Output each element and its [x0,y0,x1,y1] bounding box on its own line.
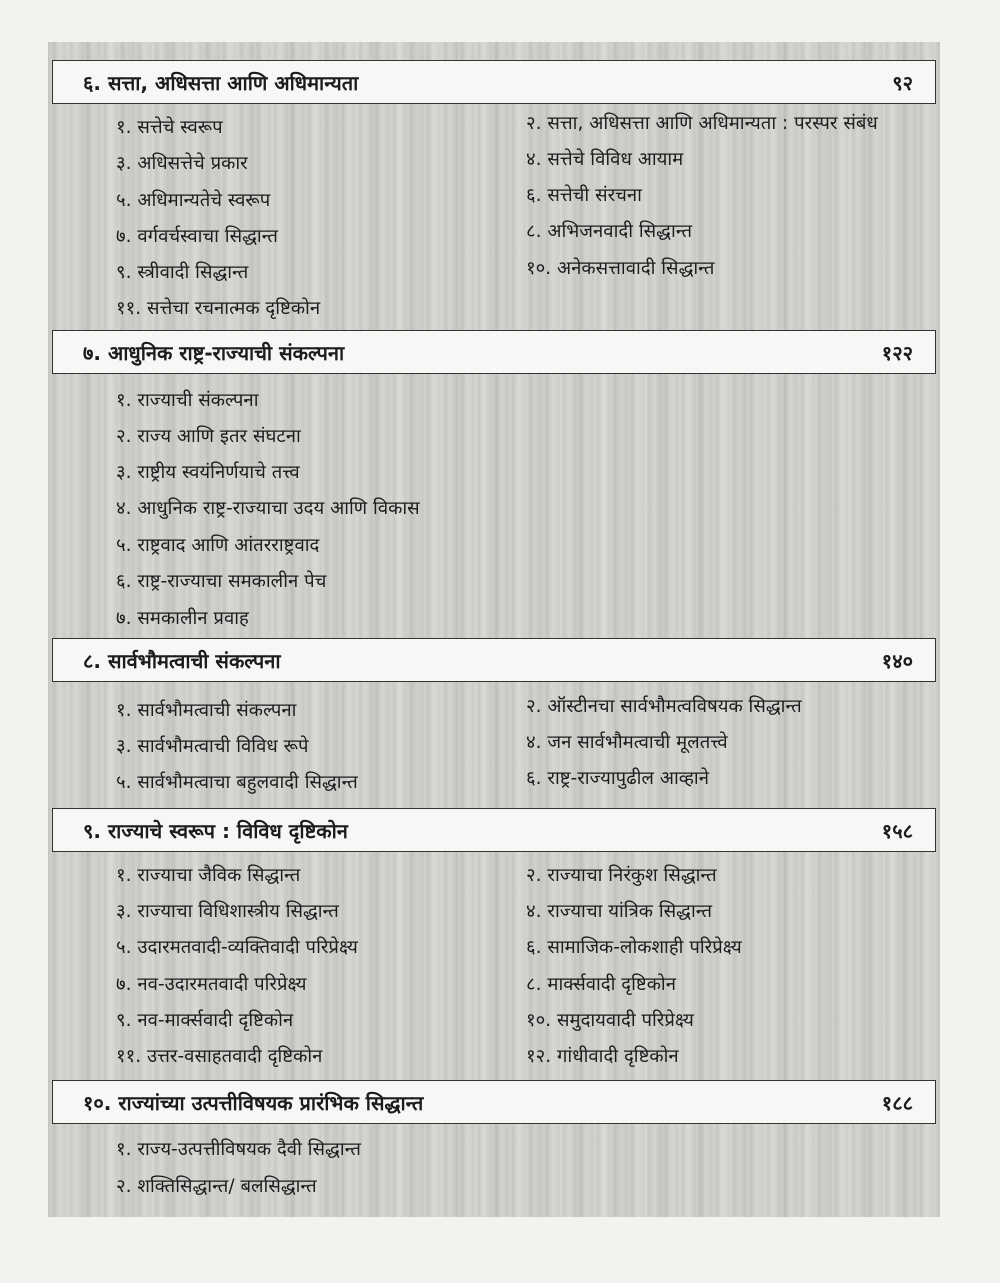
topic-item: १. सार्वभौमत्वाची संकल्पना [116,700,297,721]
topic-item: १. राज्य-उत्पत्तीविषयक दैवी सिद्धान्त [116,1139,361,1160]
topic-item: २. राज्याचा निरंकुश सिद्धान्त [526,865,717,886]
chapter-header [52,638,936,682]
topic-item: ४. जन सार्वभौमत्वाची मूलतत्त्वे [526,732,728,753]
chapter-title: १०. राज्यांच्या उत्पत्तीविषयक प्रारंभिक सिद्धान्त [83,1091,424,1115]
topic-item: ४. सत्तेचे विविध आयाम [526,149,684,170]
topic-item: ५. सार्वभौमत्वाचा बहुलवादी सिद्धान्त [116,772,358,793]
topic-item: ५. राष्ट्रवाद आणि आंतरराष्ट्रवाद [116,535,320,556]
chapter-page-number: १२२ [881,341,913,365]
topic-item: १०. समुदायवादी परिप्रेक्ष्य [526,1010,694,1031]
topic-item: ३. राष्ट्रीय स्वयंनिर्णयाचे तत्त्व [116,462,300,483]
topic-item: ८. मार्क्सवादी दृष्टिकोन [526,974,676,995]
topic-item: ५. अधिमान्यतेचे स्वरूप [116,190,271,211]
topic-item: १. राज्याचा जैविक सिद्धान्त [116,865,301,886]
topic-item: १. सत्तेचे स्वरूप [116,117,223,138]
topic-item: ७. समकालीन प्रवाह [116,608,249,629]
topic-item: ६. सामाजिक-लोकशाही परिप्रेक्ष्य [526,937,742,958]
chapter-page-number: १४० [881,649,913,673]
topic-item: ३. अधिसत्तेचे प्रकार [116,153,248,174]
chapter-header [52,330,936,374]
topic-item: १०. अनेकसत्तावादी सिद्धान्त [526,258,715,279]
chapter-page-number: १८८ [881,1091,913,1115]
topic-item: ८. अभिजनवादी सिद्धान्त [526,221,692,242]
chapter-title: ७. आधुनिक राष्ट्र-राज्याची संकल्पना [83,341,345,365]
topic-item: ४. राज्याचा यांत्रिक सिद्धान्त [526,901,712,922]
chapter-page-number: १५८ [881,819,913,843]
topic-item: ६. राष्ट्र-राज्यापुढील आव्हाने [526,768,709,789]
chapter-title: ८. सार्वभौमत्वाची संकल्पना [83,649,281,673]
topic-item: २. सत्ता, अधिसत्ता आणि अधिमान्यता : परस्पर संबंध [526,113,878,134]
topic-item: १२. गांधीवादी दृष्टिकोन [526,1046,679,1067]
topic-item: ७. वर्गवर्चस्वाचा सिद्धान्त [116,226,278,247]
contents-page [48,42,940,1217]
topic-item: ५. उदारमतवादी-व्यक्तिवादी परिप्रेक्ष्य [116,937,358,958]
topic-item: ४. आधुनिक राष्ट्र-राज्याचा उदय आणि विकास [116,498,420,519]
chapter-header [52,1080,936,1124]
chapter-title: ९. राज्याचे स्वरूप : विविध दृष्टिकोन [83,819,348,843]
topic-item: ९. स्त्रीवादी सिद्धान्त [116,262,249,283]
topic-item: २. शक्तिसिद्धान्त/ बलसिद्धान्त [116,1176,317,1197]
topic-item: ३. राज्याचा विधिशास्त्रीय सिद्धान्त [116,901,339,922]
topic-item: ११. उत्तर-वसाहतवादी दृष्टिकोन [116,1046,323,1067]
topic-item: ९. नव-मार्क्सवादी दृष्टिकोन [116,1010,294,1031]
chapter-page-number: ९२ [892,71,913,95]
topic-item: २. राज्य आणि इतर संघटना [116,426,301,447]
topic-item: ११. सत्तेचा रचनात्मक दृष्टिकोन [116,298,321,319]
topic-item: ३. सार्वभौमत्वाची विविध रूपे [116,736,309,757]
chapter-header [52,60,936,104]
topic-item: २. ऑस्टीनचा सार्वभौमत्वविषयक सिद्धान्त [526,696,802,717]
chapter-header [52,808,936,852]
topic-item: ६. सत्तेची संरचना [526,185,642,206]
topic-item: ७. नव-उदारमतवादी परिप्रेक्ष्य [116,974,307,995]
topic-item: १. राज्याची संकल्पना [116,390,259,411]
topic-item: ६. राष्ट्र-राज्याचा समकालीन पेच [116,571,327,592]
chapter-title: ६. सत्ता, अधिसत्ता आणि अधिमान्यता [83,71,359,95]
